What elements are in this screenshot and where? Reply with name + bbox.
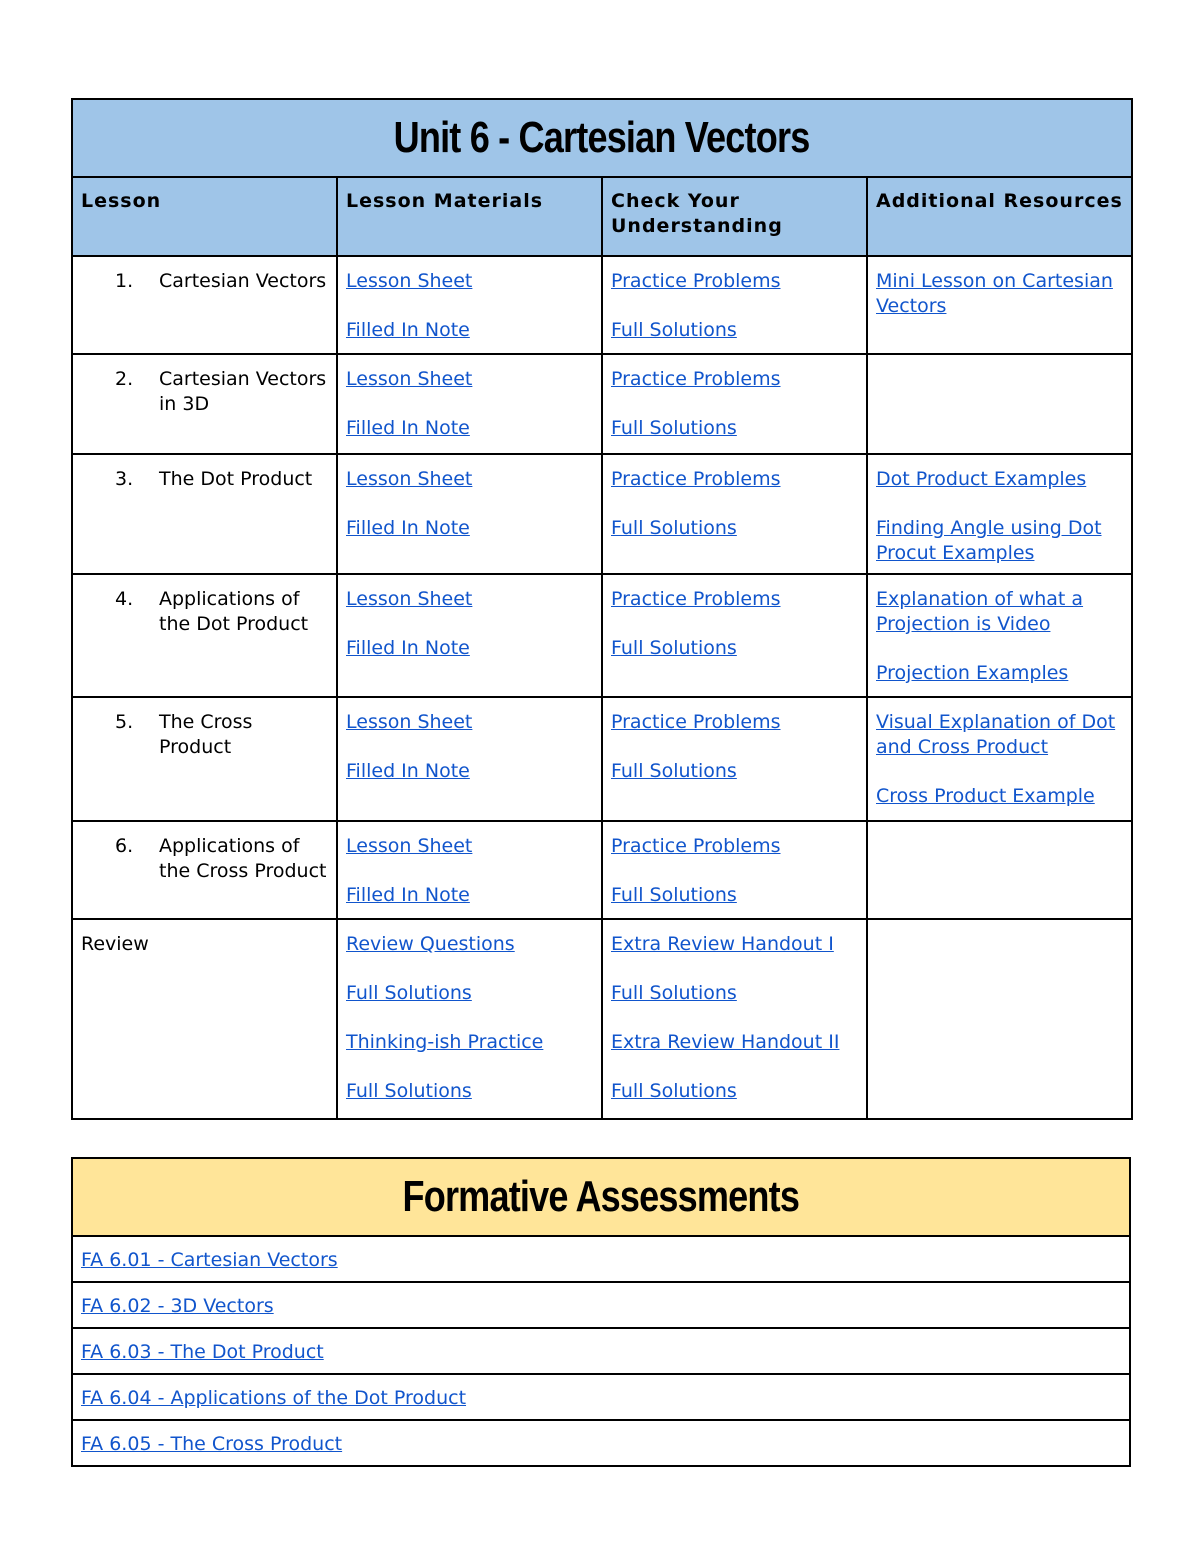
review-check-link[interactable]: Full Solutions (611, 1080, 737, 1102)
lesson-cell (72, 256, 337, 354)
lesson-materials-cell (337, 256, 602, 354)
lesson-cell (72, 354, 337, 454)
additional-resource-cell (867, 454, 1132, 574)
additional-resource-cell (867, 256, 1132, 354)
header-check-understanding: Check Your Understanding (602, 177, 867, 256)
lesson-number: 3. (115, 468, 134, 490)
lesson-number: 1. (115, 270, 134, 292)
formative-row (72, 1282, 1130, 1328)
header-lesson: Lesson (72, 177, 337, 256)
lesson-number: 5. (115, 711, 134, 733)
check-understanding-link[interactable]: Full Solutions (611, 517, 737, 539)
formative-assessment-link[interactable]: FA 6.03 - The Dot Product (81, 1341, 324, 1363)
check-understanding-cell (602, 354, 867, 454)
check-understanding-link[interactable]: Practice Problems (611, 588, 781, 610)
check-understanding-link[interactable]: Practice Problems (611, 368, 781, 390)
review-materials-link[interactable]: Thinking-ish Practice (346, 1031, 544, 1053)
lesson-materials-cell (337, 574, 602, 697)
lesson-row (72, 256, 1132, 354)
check-understanding-cell (602, 574, 867, 697)
lesson-materials-link[interactable]: Filled In Note (346, 319, 470, 341)
review-label: Review (81, 933, 149, 955)
formative-row (72, 1328, 1130, 1374)
check-understanding-link[interactable]: Full Solutions (611, 637, 737, 659)
lesson-materials-link[interactable]: Lesson Sheet (346, 835, 473, 857)
lesson-materials-link[interactable]: Filled In Note (346, 417, 470, 439)
lesson-materials-cell (337, 821, 602, 919)
additional-resource-link[interactable]: Projection Examples (876, 662, 1069, 684)
check-understanding-link[interactable]: Full Solutions (611, 884, 737, 906)
lesson-cell (72, 697, 337, 821)
check-understanding-cell (602, 821, 867, 919)
formative-cell (72, 1374, 1130, 1420)
lesson-row (72, 574, 1132, 697)
lesson-materials-link[interactable]: Lesson Sheet (346, 468, 473, 490)
additional-resource-cell (867, 354, 1132, 454)
lesson-materials-link[interactable]: Filled In Note (346, 760, 470, 782)
additional-resource-cell (867, 821, 1132, 919)
lesson-materials-link[interactable]: Lesson Sheet (346, 588, 473, 610)
check-understanding-link[interactable]: Full Solutions (611, 760, 737, 782)
formative-title-banner (72, 1158, 1130, 1236)
additional-resource-cell (867, 697, 1132, 821)
check-understanding-cell (602, 697, 867, 821)
review-materials-link[interactable]: Full Solutions (346, 1080, 472, 1102)
review-materials-link[interactable]: Full Solutions (346, 982, 472, 1004)
lesson-title: Applications of the Cross Product (159, 835, 327, 882)
check-understanding-cell (602, 454, 867, 574)
lesson-rows (72, 256, 1132, 919)
check-understanding-cell (602, 256, 867, 354)
check-understanding-link[interactable]: Practice Problems (611, 835, 781, 857)
formative-assessment-link[interactable]: FA 6.05 - The Cross Product (81, 1433, 343, 1455)
lesson-number: 6. (115, 835, 134, 857)
formative-title: Formative Assessments (402, 1172, 800, 1221)
additional-resource-link[interactable]: Explanation of what a Projection is Video (876, 588, 1084, 635)
lesson-materials-link[interactable]: Lesson Sheet (346, 368, 473, 390)
formative-rows (72, 1236, 1130, 1466)
review-label-cell (72, 919, 337, 1119)
additional-resource-link[interactable]: Mini Lesson on Cartesian Vectors (876, 270, 1113, 317)
formative-row (72, 1374, 1130, 1420)
review-check-link[interactable]: Extra Review Handout II (611, 1031, 840, 1053)
additional-resource-cell (867, 574, 1132, 697)
additional-resource-link[interactable]: Visual Explanation of Dot and Cross Product (876, 711, 1116, 758)
lesson-cell (72, 454, 337, 574)
check-understanding-link[interactable]: Practice Problems (611, 468, 781, 490)
review-resources-cell (867, 919, 1132, 1119)
formative-cell (72, 1236, 1130, 1282)
lesson-cell (72, 574, 337, 697)
header-additional-resources: Additional Resources (867, 177, 1132, 256)
review-check-cell (602, 919, 867, 1119)
lesson-materials-cell (337, 454, 602, 574)
formative-cell (72, 1328, 1130, 1374)
formative-row (72, 1420, 1130, 1466)
review-check-link[interactable]: Full Solutions (611, 982, 737, 1004)
unit-title: Unit 6 - Cartesian Vectors (394, 113, 810, 162)
formative-assessment-link[interactable]: FA 6.01 - Cartesian Vectors (81, 1249, 338, 1271)
lesson-materials-cell (337, 697, 602, 821)
lesson-title: Cartesian Vectors in 3D (159, 368, 327, 415)
additional-resource-link[interactable]: Dot Product Examples (876, 468, 1087, 490)
lesson-materials-link[interactable]: Filled In Note (346, 884, 470, 906)
lesson-row (72, 697, 1132, 821)
formative-cell (72, 1420, 1130, 1466)
lesson-row (72, 821, 1132, 919)
formative-table (71, 1157, 1131, 1467)
lesson-title: The Cross Product (159, 711, 253, 758)
lesson-materials-cell (337, 354, 602, 454)
lesson-materials-link[interactable]: Filled In Note (346, 637, 470, 659)
lesson-cell (72, 821, 337, 919)
lesson-title: Cartesian Vectors (159, 270, 327, 292)
unit-title-banner (72, 99, 1132, 177)
review-check-link[interactable]: Extra Review Handout I (611, 933, 834, 955)
lesson-materials-link[interactable]: Lesson Sheet (346, 711, 473, 733)
formative-assessment-link[interactable]: FA 6.04 - Applications of the Dot Product (81, 1387, 467, 1409)
lesson-number: 4. (115, 588, 134, 610)
check-understanding-link[interactable]: Full Solutions (611, 319, 737, 341)
check-understanding-link[interactable]: Full Solutions (611, 417, 737, 439)
review-row (72, 919, 1132, 1119)
unit-table (71, 98, 1133, 1120)
lesson-materials-link[interactable]: Filled In Note (346, 517, 470, 539)
lesson-title: Applications of the Dot Product (159, 588, 309, 635)
check-understanding-link[interactable]: Practice Problems (611, 711, 781, 733)
formative-row (72, 1236, 1130, 1282)
formative-cell (72, 1282, 1130, 1328)
additional-resource-link[interactable]: Cross Product Example (876, 785, 1095, 807)
check-understanding-link[interactable]: Practice Problems (611, 270, 781, 292)
review-materials-link[interactable]: Review Questions (346, 933, 515, 955)
lesson-row (72, 454, 1132, 574)
formative-assessment-link[interactable]: FA 6.02 - 3D Vectors (81, 1295, 274, 1317)
lesson-row (72, 354, 1132, 454)
lesson-title: The Dot Product (159, 468, 313, 490)
lesson-number: 2. (115, 368, 134, 390)
lesson-materials-link[interactable]: Lesson Sheet (346, 270, 473, 292)
additional-resource-link[interactable]: Finding Angle using Dot Procut Examples (876, 517, 1102, 564)
review-materials-cell (337, 919, 602, 1119)
header-lesson-materials: Lesson Materials (337, 177, 602, 256)
